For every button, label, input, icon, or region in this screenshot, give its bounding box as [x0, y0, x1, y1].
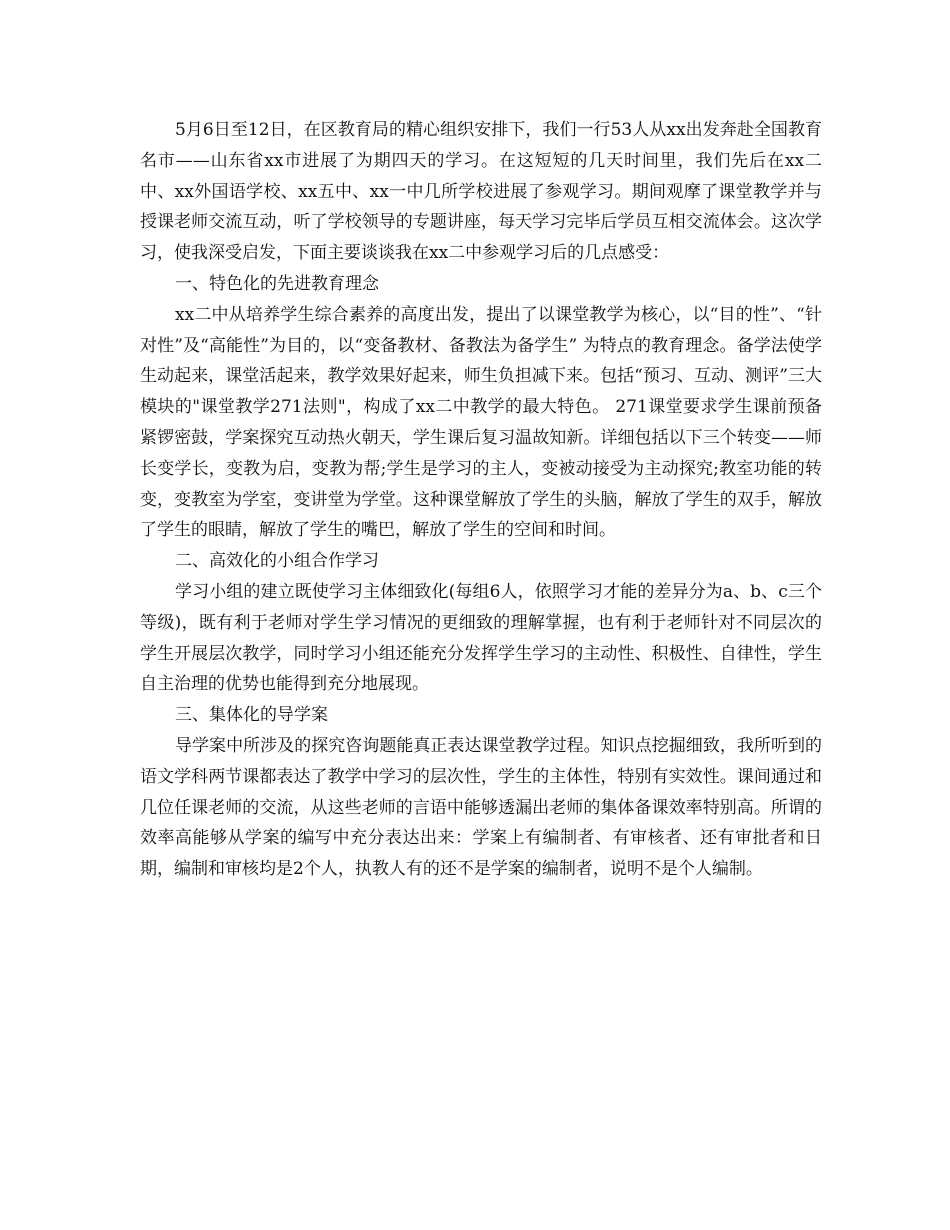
section-1-paragraph: xx二中从培养学生综合素养的高度出发，提出了以课堂教学为核心，以“目的性”、“针对性”及“高能性”为目的，以“变备教材、备教法为备学生” 为特点的教育理念。备学法使学生动起来，课堂活起来，教学效果好起来，师生负担减下来。包括“预习、互动、测评”三大模块的"课堂教学271法则"，构成了xx二中教学的最大特色。 271课堂要求学生课前预备紧锣密鼓，学案探究互动热火朝天，学生课后复习温故知新。详细包括以下三个转变——师长变学长，变教为启，变教为帮;学生是学习的主人，变被动接受为主动探究;教室功能的转变，变教室为学室，变讲堂为学堂。这种课堂解放了学生的头脑，解放了学生的双手，解放了学生的眼睛，解放了学生的嘴巴，解放了学生的空间和时间。 — [140, 304, 822, 541]
section-heading-1: 一、特色化的先进教育理念 — [175, 273, 379, 294]
section-heading-3: 三、集体化的导学案 — [175, 705, 328, 726]
section-2-paragraph: 学习小组的建立既使学习主体细致化(每组6人，依照学习才能的差异分为a、b、c三个等级)，既有利于老师对学生学习情况的更细致的理解掌握，也有利于老师针对不同层次的学生开展层次教学，同时学习小组还能充分发挥学生学习的主动性、积极性、自律性，学生自主治理的优势也能得到充分地展现。 — [140, 581, 822, 695]
section-heading-2: 二、高效化的小组合作学习 — [175, 551, 379, 572]
section-3-paragraph: 导学案中所涉及的探究咨询题能真正表达课堂教学过程。知识点挖掘细致，我所听到的语文学科两节课都表达了教学中学习的层次性，学生的主体性，特别有实效性。课间通过和几位任课老师的交流，从这些老师的言语中能够透漏出老师的集体备课效率特别高。所谓的效率高能够从学案的编写中充分表达出来：学案上有编制者、有审核者、还有审批者和日期，编制和审核均是2个人，执教人有的还不是学案的编制者，说明不是个人编制。 — [140, 735, 822, 880]
document-body — [140, 115, 822, 885]
intro-paragraph: 5月6日至12日，在区教育局的精心组织安排下，我们一行53人从xx出发奔赴全国教育名市——山东省xx市进展了为期四天的学习。在这短短的几天时间里，我们先后在xx二中、xx外国语学校、xx五中、xx一中几所学校进展了参观学习。期间观摩了课堂教学并与授课老师交流互动，听了学校领导的专题讲座，每天学习完毕后学员互相交流体会。这次学习，使我深受启发，下面主要谈谈我在xx二中参观学习后的几点感受： — [140, 120, 822, 264]
